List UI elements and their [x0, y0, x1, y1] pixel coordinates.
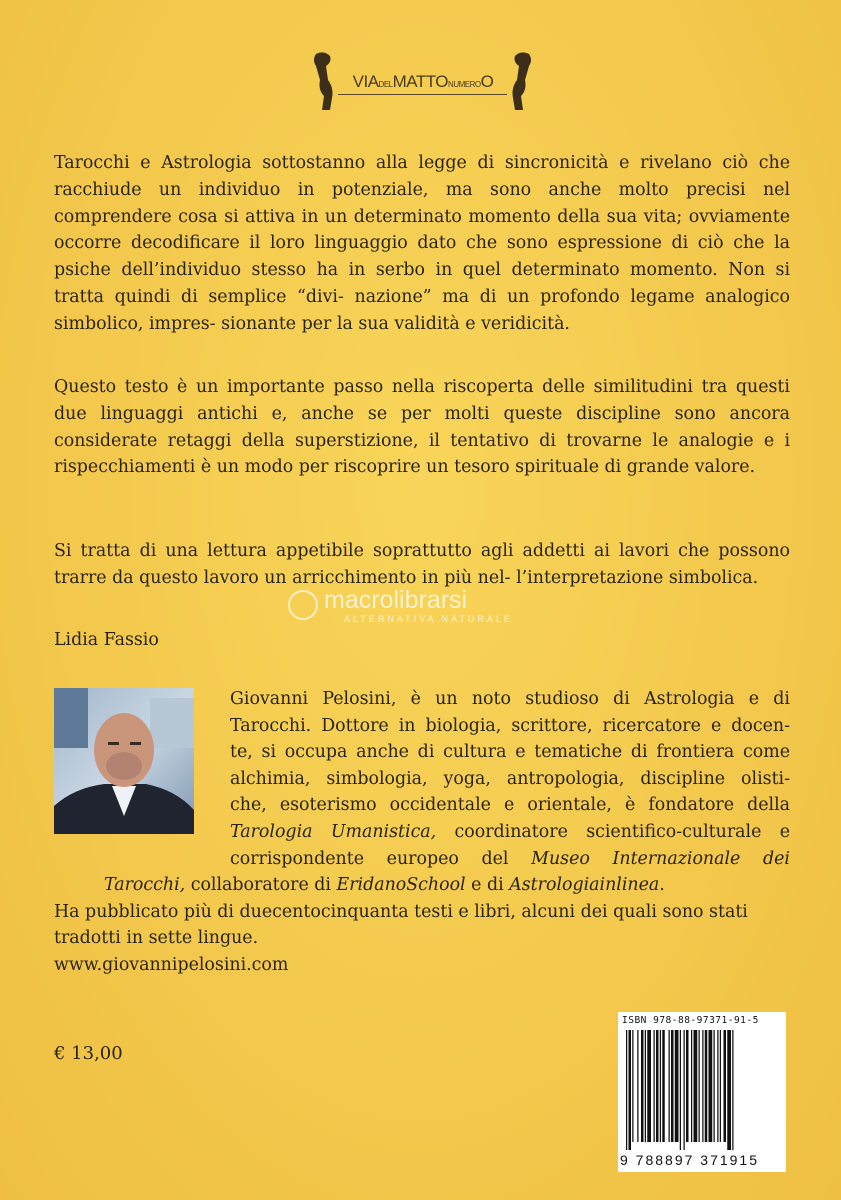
author-bio: [54, 686, 790, 979]
watermark-tagline: ALTERNATIVA NATURALE: [344, 614, 513, 624]
bio-line-8: Tarocchi, collaboratore di EridanoSchool e di Astrologiainlinea.: [104, 875, 665, 896]
logo-numero: NUMERO: [448, 80, 481, 89]
barcode-bars-icon: [624, 1030, 780, 1150]
paragraph-3: [54, 538, 790, 592]
watermark-logo-icon: [288, 590, 318, 620]
paragraph-1-text: Tarocchi e Astrologia sottostanno alla legge di sincronicità e rivelano ciò che racchiude un individuo in potenziale, ma sono anche molto precisi nel comprendere cosa si attiva in un determinato momento della sua vita; ovviamente occorre decodificare il loro linguaggio dato che sono espressione di ciò che la psiche dell’individuo stesso ha in serbo in quel determinato momento. Non si tratta quindi di semplice “divi- nazione” ma di un profondo legame analogico simbolico, impres- sionante per la sua validità e veridicità.: [54, 153, 791, 334]
bio-line-1: Giovanni Pelosini, è un noto studioso di Astrologia e di: [230, 689, 790, 709]
paragraph-2: [54, 374, 790, 481]
bio-line-2: Tarocchi. Dottore in biologia, scrittore, ricercatore e docen-: [230, 715, 790, 736]
paragraph-3-text: Si tratta di una lettura appetibile soprattutto agli addetti ai lavori che possono trarre da questo lavoro un arricchimento in più nel- l’interpretazione simbolica.: [54, 541, 790, 588]
bio-line-5: che, esoterismo occidentale e orientale, è fondatore della: [230, 795, 790, 816]
watermark: [288, 586, 588, 630]
logo-via: VIA: [352, 72, 379, 91]
bio-line-9: Ha pubblicato più di duecentocinquanta testi e libri, alcuni dei quali sono stati: [54, 901, 748, 922]
bio-line-3: te, si occupa anche di cultura e tematiche di frontiera come: [230, 742, 790, 763]
author-signature: Lidia Fassio: [54, 630, 159, 650]
bio-line-6: Tarologia Umanistica, coordinatore scientifico-culturale e: [230, 821, 790, 842]
logo-del: DEL: [378, 80, 393, 89]
price: € 13,00: [54, 1043, 123, 1064]
bio-line-4: alchimia, simbologia, yoga, antropologia, discipline olisti-: [230, 768, 790, 789]
isbn-label: ISBN 978-88-97371-91-5: [622, 1015, 759, 1026]
bio-line-10: tradotti in sette lingue.: [54, 928, 259, 949]
logo-zero: O: [480, 72, 494, 91]
ean-number: 9 788897 371915: [620, 1152, 759, 1168]
logo-rule: [338, 94, 507, 95]
author-website: www.giovannipelosini.com: [54, 954, 289, 975]
publisher-logo: [310, 40, 535, 120]
logo-text: [332, 72, 514, 92]
watermark-brand: macrolibrarsi: [324, 586, 468, 614]
logo-matto: MATTO: [392, 72, 449, 91]
bio-line-7: corrispondente europeo del Museo Internazionale dei: [230, 848, 790, 869]
paragraph-2-text: Questo testo è un importante passo nella riscoperta delle similitudini tra questi due linguaggi antichi e, anche se per molti queste discipline sono ancora considerate retaggi della superstizione, il tentativo di trovarne le analogie e i rispecchiamenti è un modo per riscoprire un tesoro spirituale di grande valore.: [54, 377, 791, 478]
paragraph-1: [54, 150, 790, 338]
isbn-barcode: [618, 1012, 786, 1172]
